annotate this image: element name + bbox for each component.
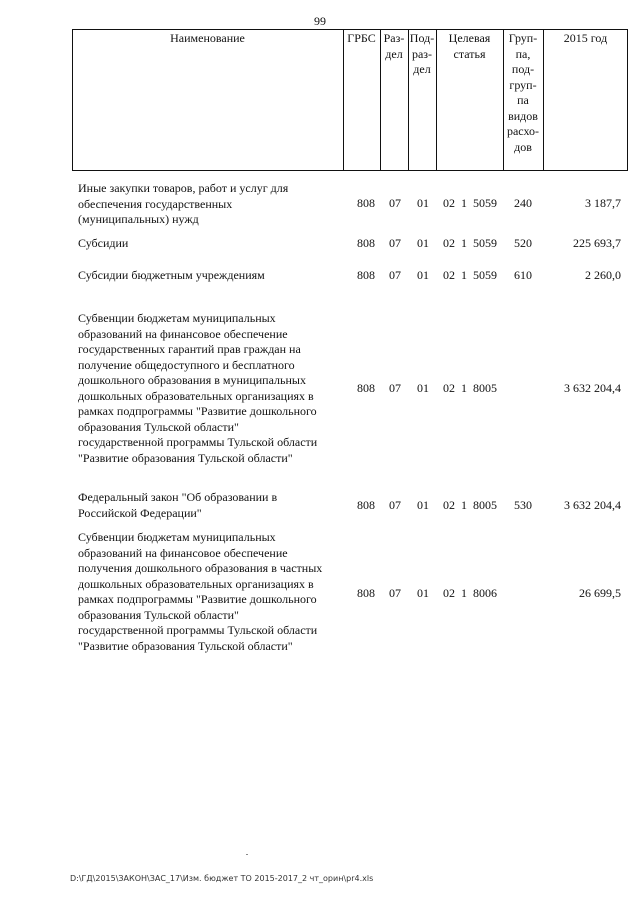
row-name: Субсидии бюджетным учреждениям — [78, 268, 265, 282]
row-razdel: 07 — [389, 268, 401, 282]
header-group: Груп- па, под- груп- па видов расхо- дов — [506, 31, 540, 154]
row-podrazdel: 01 — [417, 586, 429, 600]
scan-speck — [246, 854, 248, 855]
row-amount: 2 260,0 — [585, 268, 621, 282]
row-amount: 3 632 204,4 — [564, 381, 621, 395]
column-divider — [543, 29, 544, 171]
row-razdel: 07 — [389, 586, 401, 600]
row-podrazdel: 01 — [417, 381, 429, 395]
row-grbs: 808 — [357, 196, 375, 210]
row-grbs: 808 — [357, 381, 375, 395]
row-grbs: 808 — [357, 498, 375, 512]
row-razdel: 07 — [389, 196, 401, 210]
row-amount: 3 187,7 — [585, 196, 621, 210]
row-amount: 3 632 204,4 — [564, 498, 621, 512]
row-group: 240 — [514, 196, 532, 210]
row-group: 520 — [514, 236, 532, 250]
header-podrazdel: Под- раз- дел — [409, 31, 435, 76]
table-header — [72, 29, 628, 171]
row-razdel: 07 — [389, 236, 401, 250]
row-name: Федеральный закон "Об образовании в Российской Федерации" — [78, 490, 278, 520]
row-name: Субвенции бюджетам муниципальных образований на финансовое обеспечение государственных гарантий прав граждан на получение общедоступного и бесплатного дошкольного образования в муниципальных дошкольных образовательных организациях в рамках подпрограммы "Развитие дошкольного образования Тульской области" государственной программы Тульской области "Развитие образования Тульской области" — [78, 311, 318, 465]
row-podrazdel: 01 — [417, 268, 429, 282]
row-target: 02 1 8005 — [443, 381, 497, 395]
row-group: 530 — [514, 498, 532, 512]
row-target: 02 1 5059 — [443, 236, 497, 250]
column-divider — [343, 29, 344, 171]
row-podrazdel: 01 — [417, 196, 429, 210]
row-target: 02 1 5059 — [443, 268, 497, 282]
footer-file-path: D:\ГД\2015\ЗАКОН\ЗАС_17\Изм. бюджет ТО 2015-2017_2 чт_орин\pr4.xls — [70, 874, 374, 883]
header-grbs: ГРБС — [347, 31, 376, 45]
row-name: Субвенции бюджетам муниципальных образований на финансовое обеспечение получения дошкольного образования в частных дошкольных образовательных организациях в рамках подпрограммы "Развитие дошкольного образования Тульской области" государственной программы Тульской области "Развитие образования Тульской области" — [78, 530, 323, 653]
row-target: 02 1 8006 — [443, 586, 497, 600]
row-name: Субсидии — [78, 236, 129, 250]
row-razdel: 07 — [389, 381, 401, 395]
row-group: 610 — [514, 268, 532, 282]
row-target: 02 1 8005 — [443, 498, 497, 512]
row-grbs: 808 — [357, 586, 375, 600]
page-number: 99 — [314, 14, 326, 28]
row-podrazdel: 01 — [417, 236, 429, 250]
row-razdel: 07 — [389, 498, 401, 512]
row-name: Иные закупки товаров, работ и услуг для обеспечения государственных (муниципальных) нужд — [78, 181, 289, 226]
header-year: 2015 год — [563, 31, 608, 45]
header-target: Целевая статья — [448, 31, 491, 61]
row-target: 02 1 5059 — [443, 196, 497, 210]
row-amount: 26 699,5 — [579, 586, 621, 600]
row-grbs: 808 — [357, 236, 375, 250]
row-grbs: 808 — [357, 268, 375, 282]
row-amount: 225 693,7 — [573, 236, 621, 250]
row-podrazdel: 01 — [417, 498, 429, 512]
header-razdel: Раз- дел — [383, 31, 405, 61]
header-name: Наименование — [170, 31, 245, 45]
